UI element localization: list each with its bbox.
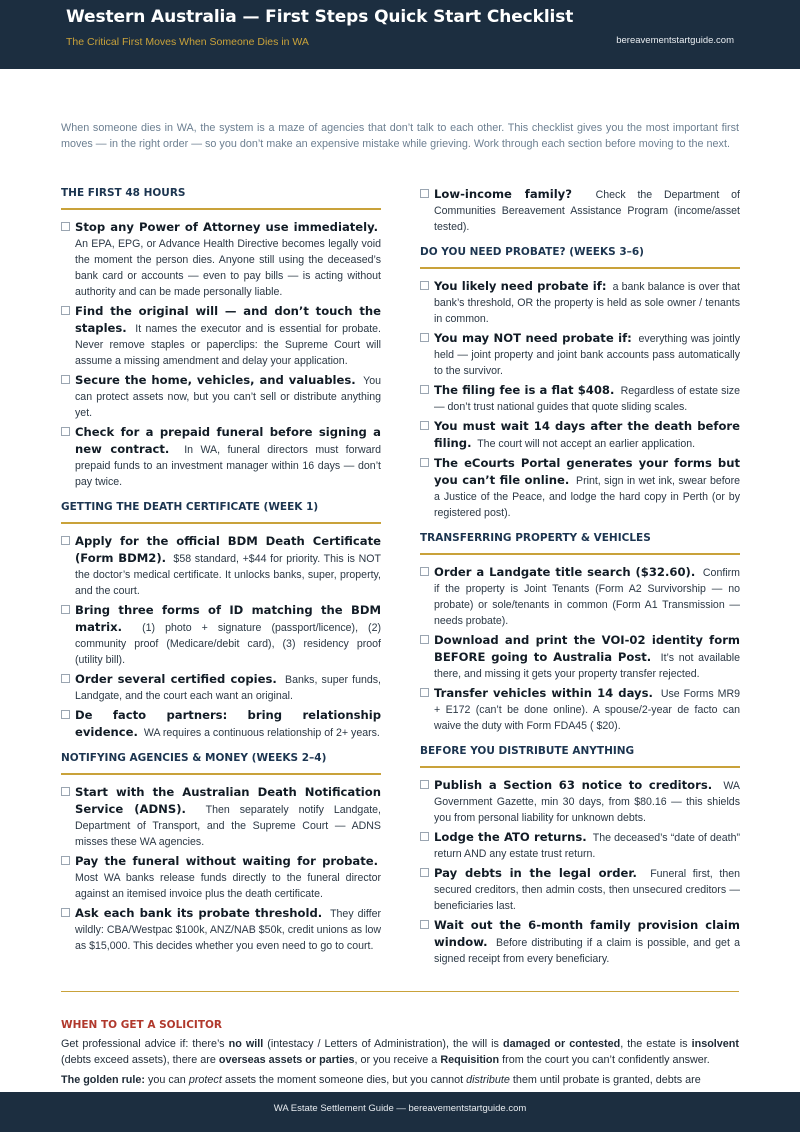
checklist-item-text: [434, 685, 740, 734]
checkbox[interactable]: [420, 333, 429, 342]
checklist-item-text: [434, 278, 740, 327]
checklist-item-text: [434, 564, 740, 629]
checklist-item: [61, 219, 381, 300]
checklist-item: [61, 303, 381, 369]
solicitor-paragraph: [61, 1036, 739, 1068]
checklist-item-body: Use Forms MR9 + E172 (can’t be done online). A spouse/2-year de facto can waive the duty with Form FDA45 ( $20).: [434, 688, 741, 732]
checklist-item: [61, 784, 381, 850]
checklist-item-body: It names the executor and is essential for probate. Never remove staples or paperclips: the Supreme Court will assume a missing amendment and delay your application.: [75, 323, 381, 367]
checklist-item-body: Most WA banks release funds directly to the funeral director against an itemised invoice plus the death certificate.: [75, 872, 381, 900]
checklist-item: [420, 278, 740, 327]
solicitor-bold-damaged: damaged or contested: [502, 1038, 621, 1050]
checklist-item: [61, 424, 381, 490]
checklist-item-title: Order a Landgate title search ($32.60).: [434, 565, 696, 579]
checklist-item-body: Then separately notify Landgate, Department of Transport, and the Supreme Court — ADNS misses these WA agencies.: [75, 804, 381, 848]
checklist-item: [61, 602, 381, 668]
left-column: [61, 186, 381, 957]
right-column: [420, 186, 740, 970]
footer-text: WA Estate Settlement Guide — bereavementstartguide.com: [273, 1103, 527, 1114]
checklist-item-body: $58 standard, +$44 for priority. This is NOT the doctor’s medical certificate. It unlocks banks, super, property, and the court.: [75, 553, 382, 597]
checklist-item-title: Order several certified copies.: [75, 672, 277, 686]
checkbox[interactable]: [420, 780, 429, 789]
checklist-item-body: Before distributing if a claim is possible, and get a signed receipt from every beneficiary.: [434, 937, 740, 965]
checkbox[interactable]: [61, 222, 70, 231]
checkbox[interactable]: [61, 908, 70, 917]
checklist-item-title: Pay the funeral without waiting for probate.: [75, 854, 379, 868]
checkbox[interactable]: [420, 189, 429, 198]
checklist-item-title: Ask each bank its probate threshold.: [75, 906, 323, 920]
checklist-item: [61, 533, 381, 599]
checklist-item-body: Check the Department of Communities Bereavement Assistance Program (income/asset tested).: [434, 189, 741, 233]
checklist-item-body: They differ wildly: CBA/Westpac $100k, ANZ/NAB $50k, credit unions as low as $15,000. This decides whether you even need to go to court.: [75, 908, 382, 952]
checklist-item-title: Lodge the ATO returns.: [434, 830, 587, 844]
checklist-item: [420, 455, 740, 521]
checklist-item: [420, 685, 740, 734]
section-heading-death-certificate: GETTING THE DEATH CERTIFICATE (WEEK 1): [61, 500, 381, 524]
checklist-item-body: It’s not available there, and missing it gets your property transfer rejected.: [434, 652, 740, 680]
checkbox[interactable]: [61, 710, 70, 719]
before-distribute-list: [420, 777, 740, 967]
checklist-item: [61, 707, 381, 741]
solicitor-text-1: Get professional advice if: there’s: [61, 1038, 229, 1050]
notifying-agencies-list: [61, 784, 381, 954]
checklist-item-title: Start with the Australian Death Notification Service (ADNS).: [75, 785, 381, 816]
solicitor-bold-requisition: Requisition: [440, 1054, 500, 1066]
checklist-item-body: You can protect assets now, but you can’t sell or distribute anything yet.: [75, 375, 381, 419]
golden-rule-protect: protect: [188, 1074, 222, 1086]
checklist-item-title: The filing fee is a flat $408.: [434, 383, 615, 397]
checklist-item: [420, 777, 740, 826]
page-subtitle: The Critical First Moves When Someone Dies in WA: [66, 36, 309, 48]
checklist-item-title: Find the original will — and don’t touch the staples.: [75, 304, 381, 335]
checklist-item-body: WA Government Gazette, min 30 days, from $80.16 — this shields you from personal liability for unknown debts.: [434, 780, 740, 824]
section-heading-before-distribute: BEFORE YOU DISTRIBUTE ANYTHING: [420, 744, 740, 768]
checklist-item: [420, 330, 740, 379]
checklist-item-title: You may NOT need probate if:: [434, 331, 632, 345]
checklist-item-text: [75, 219, 381, 300]
checkbox[interactable]: [420, 567, 429, 576]
checklist-item-title: You likely need probate if:: [434, 279, 607, 293]
checklist-item: [420, 829, 740, 862]
checklist-item-text: [434, 330, 740, 379]
solicitor-text-4: (debts exceed assets), there are: [61, 1054, 219, 1066]
checkbox[interactable]: [61, 427, 70, 436]
section-heading-first-48-hours: THE FIRST 48 HOURS: [61, 186, 381, 210]
checkbox[interactable]: [61, 787, 70, 796]
golden-rule-label: The golden rule:: [61, 1074, 145, 1086]
page-header: [0, 0, 800, 69]
checkbox[interactable]: [61, 605, 70, 614]
checklist-item-title: Check for a prepaid funeral before signing a new contract.: [75, 425, 381, 456]
checklist-item-body: (1) photo + signature (passport/licence), (2) community proof (Medicare/debit card), (3) residency proof (utility bill).: [75, 622, 381, 666]
checklist-item: [420, 632, 740, 682]
checklist-item-text: [434, 777, 740, 826]
checklist-item: [420, 917, 740, 967]
checkbox[interactable]: [420, 281, 429, 290]
checklist-item-title: Apply for the official BDM Death Certificate (Form BDM2).: [75, 534, 381, 565]
checklist-item-body: a bank balance is over that bank’s threshold, OR the property is held as sole owner / tenants in common.: [434, 281, 740, 325]
checklist-item-text: [434, 829, 740, 862]
checklist-item-body: Print, sign in wet ink, swear before a Justice of the Peace, and lodge the hard copy in Perth (or by registered post).: [434, 475, 740, 519]
checklist-item-text: [434, 186, 740, 235]
checklist-item-body: In WA, funeral directors must forward prepaid funds to an investment manager within 16 days — don’t pay twice.: [75, 444, 382, 488]
section-heading-probate: DO YOU NEED PROBATE? (WEEKS 3–6): [420, 245, 740, 269]
checkbox[interactable]: [61, 306, 70, 315]
first-48-hours-list: [61, 219, 381, 490]
checklist-item: [61, 372, 381, 421]
checklist-item-title: De facto partners: bring relationship evidence.: [75, 708, 381, 739]
checklist-item-title: Transfer vehicles within 14 days.: [434, 686, 653, 700]
checklist-item-title: Low-income family?: [434, 187, 572, 201]
checkbox[interactable]: [61, 856, 70, 865]
solicitor-heading: WHEN TO GET A SOLICITOR: [61, 1019, 222, 1031]
golden-rule-distribute: distribute: [466, 1074, 510, 1086]
checklist-item: [61, 853, 381, 902]
checklist-item-text: [434, 382, 740, 415]
checklist-item-text: [75, 853, 381, 902]
checklist-item-title: Stop any Power of Attorney use immediately.: [75, 220, 379, 234]
solicitor-bold-insolvent: insolvent: [691, 1038, 739, 1050]
solicitor-text-2: (intestacy / Letters of Administration), the will is: [263, 1038, 503, 1050]
section-heading-notifying-agencies: NOTIFYING AGENCIES & MONEY (WEEKS 2–4): [61, 751, 381, 775]
checklist-item-body: The court will not accept an earlier application.: [477, 438, 696, 450]
checklist-item-text: [75, 784, 381, 850]
checklist-item-title: Download and print the VOI-02 identity form BEFORE going to Australia Post.: [434, 633, 740, 664]
checkbox[interactable]: [420, 458, 429, 467]
golden-rule-text-3: them until probate is granted, debts are: [509, 1074, 701, 1086]
checklist-item-title: The eCourts Portal generates your forms but you can’t file online.: [434, 456, 740, 487]
checklist-item-title: Wait out the 6-month family provision claim window.: [434, 918, 740, 949]
checklist-item-text: [434, 455, 740, 521]
checklist-item-body: everything was jointly held — joint property and joint bank accounts pass automatically to the survivor.: [434, 333, 741, 377]
checklist-item-title: You must wait 14 days after the death before filing.: [434, 419, 740, 450]
checklist-item-text: [75, 533, 381, 599]
golden-rule: [61, 1072, 739, 1092]
checklist-item-text: [434, 917, 740, 967]
checklist-item-body: WA requires a continuous relationship of 2+ years.: [143, 727, 380, 739]
solicitor-text-3: , the estate is: [620, 1038, 692, 1050]
checklist-item-text: [75, 372, 381, 421]
checklist-item-body: Regardless of estate size — don’t trust national guides that quote sliding scales.: [434, 385, 740, 413]
golden-rule-text-2: assets the moment someone dies, but you cannot: [221, 1074, 467, 1086]
divider-rule: [61, 991, 739, 992]
intro-paragraph: When someone dies in WA, the system is a maze of agencies that don’t talk to each other. This checklist gives you the most important first moves — in the right order — so you don’t make an expensive mistake while grieving. Work through each section before moving to the next.: [61, 122, 739, 150]
transferring-property-list: [420, 564, 740, 734]
checkbox[interactable]: [61, 674, 70, 683]
site-url: bereavementstartguide.com: [616, 35, 734, 46]
checklist-item: [61, 671, 381, 704]
checklist-item-text: [75, 671, 381, 704]
checklist-item-body: Banks, super funds, Landgate, and the court each want an original.: [75, 674, 381, 702]
checklist-item-title: Publish a Section 63 notice to creditors.: [434, 778, 713, 792]
checkbox[interactable]: [420, 688, 429, 697]
checklist-item-text: [75, 905, 381, 954]
checklist-item: [420, 865, 740, 914]
checklist-item-title: Secure the home, vehicles, and valuables.: [75, 373, 356, 387]
checklist-item: [420, 564, 740, 629]
checklist-item-text: [75, 707, 381, 741]
checklist-item-text: [434, 418, 740, 452]
checklist-item-body: Confirm if the property is Joint Tenants (Form A2 Survivorship — no probate) or sole/tenants in common (Form A1 Transmission — needs probate).: [434, 567, 740, 627]
checklist-item: [420, 418, 740, 452]
solicitor-text-6: from the court you can’t confidently answer.: [499, 1054, 710, 1066]
checklist-item-text: [434, 632, 740, 682]
page-footer: [0, 1092, 800, 1132]
notifying-agencies-list-continued: [420, 186, 740, 235]
page-title: Western Australia — First Steps Quick Start Checklist: [66, 7, 574, 27]
checkbox[interactable]: [420, 868, 429, 877]
checklist-item-text: [434, 865, 740, 914]
checkbox[interactable]: [61, 375, 70, 384]
checklist-item-text: [75, 424, 381, 490]
checklist-item-body: Funeral first, then secured creditors, then admin costs, then unsecured creditors — beneficiaries last.: [434, 868, 741, 912]
checklist-item: [420, 382, 740, 415]
checkbox[interactable]: [420, 385, 429, 394]
checklist-item-title: Pay debts in the legal order.: [434, 866, 637, 880]
checklist-item-text: [75, 602, 381, 668]
checkbox[interactable]: [420, 421, 429, 430]
solicitor-bold-no-will: no will: [228, 1038, 264, 1050]
checklist-item-text: [75, 303, 381, 369]
checklist-item-body: The deceased’s “date of death” return AND any estate trust return.: [434, 832, 741, 860]
checklist-item-title: Bring three forms of ID matching the BDM matrix.: [75, 603, 381, 634]
section-heading-transferring-property: TRANSFERRING PROPERTY & VEHICLES: [420, 531, 740, 555]
solicitor-bold-overseas: overseas assets or parties: [218, 1054, 355, 1066]
checkbox[interactable]: [420, 832, 429, 841]
checklist-item-body: An EPA, EPG, or Advance Health Directive becomes legally void the moment the person dies. Anyone still using the deceased’s bank card or accounts — even to pay bills — is acting without authority and can be made personally liable.: [75, 238, 381, 298]
checkbox[interactable]: [420, 635, 429, 644]
checklist-item: [420, 186, 740, 235]
death-certificate-list: [61, 533, 381, 741]
checkbox[interactable]: [420, 920, 429, 929]
probate-list: [420, 278, 740, 521]
checkbox[interactable]: [61, 536, 70, 545]
solicitor-text-5: , or you receive a: [354, 1054, 441, 1066]
golden-rule-text-1: you can: [144, 1074, 189, 1086]
checklist-item: [61, 905, 381, 954]
